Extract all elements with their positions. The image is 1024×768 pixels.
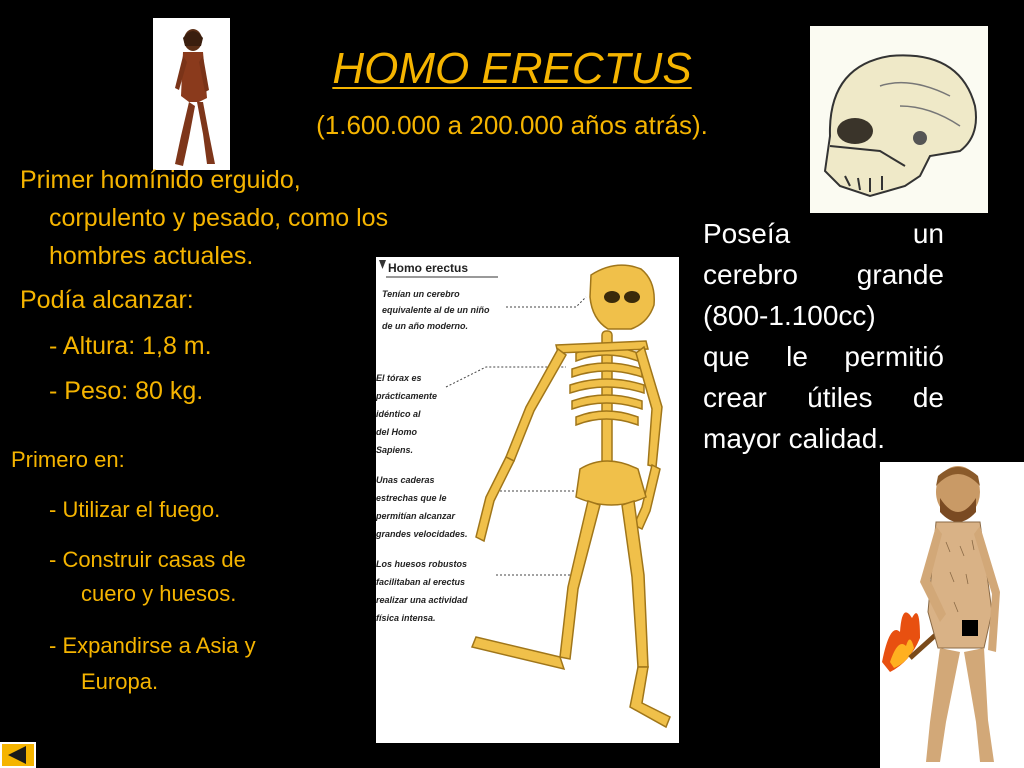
reach-height: - Altura: 1,8 m. (49, 332, 212, 360)
skeleton-note-1c: de un año moderno. (382, 321, 469, 331)
skeleton-note-3d: grandes velocidades. (376, 529, 468, 539)
brain-line-3: (800-1.100cc) (703, 300, 876, 331)
skeleton-note-3a: Unas caderas (376, 475, 435, 485)
skeleton-heading: Homo erectus (388, 261, 469, 275)
skeleton-note-3c: permitían alcanzar (376, 511, 456, 521)
brain-line-1b: un (912, 218, 944, 249)
skeleton-note-2c: idéntico al (376, 409, 421, 419)
skeleton-note-2e: Sapiens. (376, 445, 414, 455)
skeleton-note-1b: equivalente al de un niño (382, 305, 490, 315)
previous-slide-button[interactable] (0, 742, 36, 768)
firsts-expand-1: - Expandirse a Asia y (49, 633, 256, 658)
left-triangle-icon (2, 744, 34, 766)
reach-weight: - Peso: 80 kg. (49, 377, 204, 405)
intro-line-3: hombres actuales. (49, 242, 254, 270)
slide-title: HOMO ERECTUS (332, 44, 692, 93)
walking-hominid-image (153, 18, 230, 170)
firsts-expand-2: Europa. (81, 669, 159, 694)
brain-line-5: crear útiles de (703, 382, 944, 413)
skeleton-note-4d: física intensa. (376, 613, 436, 623)
skull-image (810, 26, 988, 213)
brain-line-6: mayor calidad. (703, 423, 886, 454)
skeleton-note-3b: estrechas que le (376, 493, 447, 503)
black-square-marker (962, 620, 978, 636)
skeleton-figure (376, 257, 679, 743)
skeleton-note-2b: prácticamente (376, 391, 438, 401)
skeleton-note-1a: Tenían un cerebro (382, 289, 460, 299)
reach-heading: Podía alcanzar: (20, 286, 194, 314)
skeleton-note-4b: facilitaban al erectus (376, 577, 466, 587)
firsts-fire: - Utilizar el fuego. (49, 497, 221, 522)
skeleton-note-2a: El tórax es (376, 373, 422, 383)
brain-line-4: que le permitió (703, 341, 944, 372)
intro-line-2: corpulento y pesado, como los (49, 204, 389, 232)
hominid-torch-image (880, 462, 1024, 768)
intro-line-1: Primer homínido erguido, (20, 166, 301, 194)
firsts-heading: Primero en: (11, 447, 125, 472)
brain-text (703, 213, 944, 459)
slide-subtitle: (1.600.000 a 200.000 años atrás). (316, 110, 708, 140)
brain-line-1a: Poseía (703, 218, 791, 249)
skeleton-note-4c: realizar una actividad (376, 595, 468, 605)
skeleton-note-4a: Los huesos robustos (376, 559, 468, 569)
firsts-houses-1: - Construir casas de (49, 547, 246, 572)
firsts-houses-2: cuero y huesos. (81, 581, 237, 606)
skeleton-note-2d: del Homo (376, 427, 418, 437)
brain-line-2: cerebro grande (703, 259, 944, 290)
